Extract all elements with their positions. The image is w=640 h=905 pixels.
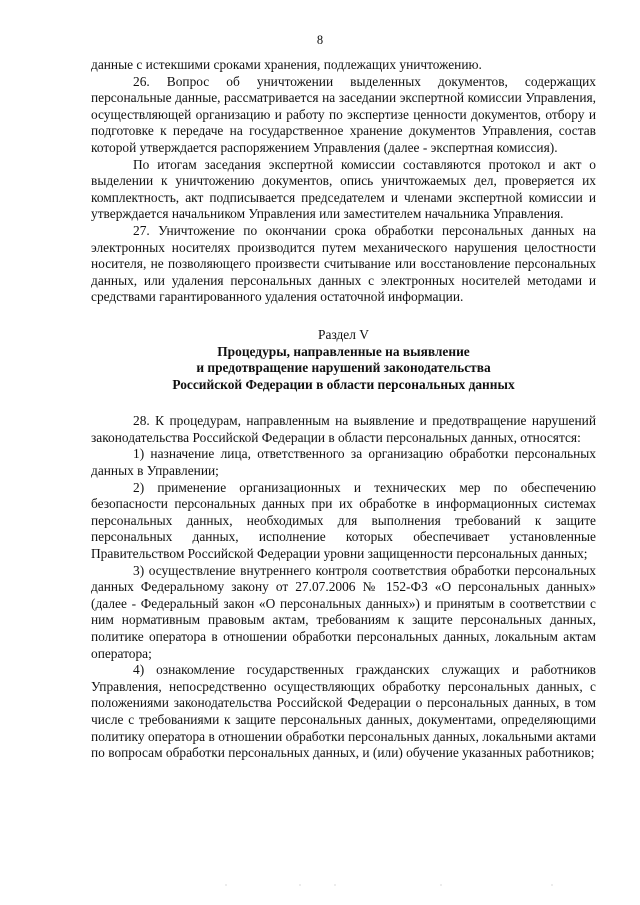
section-title-line: и предотвращение нарушений законодательства — [196, 360, 491, 376]
paragraph-28: 28. К процедурам, направленным на выявление и предотвращение нарушений законодательства Российской Федерации в области персональных данных, относятся: — [91, 413, 596, 445]
section-number: Раздел V — [318, 326, 369, 342]
paragraph-26-protocol: По итогам заседания экспертной комиссии составляются протокол и акт о выделении к уничтожению документов, опись уничтожаемых дел, проверяется их комплектность, акт подписывается председателем и членами экспертной комиссии и утверждается начальником Управления или заместителем начальника Управления. — [91, 156, 596, 222]
page-number: 8 — [316, 33, 324, 47]
section-title-line: Процедуры, направленные на выявление — [217, 343, 470, 359]
list-item-4: 4) ознакомление государственных гражданских служащих и работников Управления, непосредственно осуществляющих обработку персональных данных, с положениями законодательства Российской Федерации о персональных данных, в том числе с требованиями к защите персональных данных, документами, определяющими политику оператора в отношении обработки персональных данных, локальными актами по вопросам обработки персональных данных, и (или) обучение указанных работников; — [91, 662, 596, 761]
document-body — [91, 57, 596, 762]
section-title-line: Российской Федерации в области персональных данных — [172, 376, 515, 392]
scan-artifacts — [0, 880, 640, 890]
list-item-1: 1) назначение лица, ответственного за организацию обработки персональных данных в Управлении; — [91, 446, 596, 479]
list-item-3: 3) осуществление внутреннего контроля соответствия обработки персональных данных Федеральному закону от 27.07.2006 № 152-ФЗ «О персональных данных» (далее - Федеральный закон «О персональных данных») и принятым в соответствии с ним нормативным правовым актам, требованиям к защите персональных данных, политике оператора в отношении обработки персональных данных, локальным актам оператора; — [91, 562, 596, 661]
paragraph-27: 27. Уничтожение по окончании срока обработки персональных данных на электронных носителях производится путем механического нарушения целостности носителя, не позволяющего произвести считывание или восстановление персональных данных, или удаления персональных данных с электронных носителей методами и средствами гарантированного удаления остаточной информации. — [91, 222, 596, 305]
paragraph-26: 26. Вопрос об уничтожении выделенных документов, содержащих персональные данные, рассматривается на заседании экспертной комиссии Управления, осуществляющей организацию и работу по экспертизе ценности документов, отбору и подготовке к передаче на государственное хранение документов Управления, состав которой утверждается распоряжением Управления (далее - экспертная комиссия). — [91, 73, 596, 155]
paragraph-continuation: данные с истекшими сроками хранения, подлежащих уничтожению. — [91, 57, 482, 72]
list-item-2: 2) применение организационных и технических мер по обеспечению безопасности персональных данных при их обработке в информационных системах персональных данных, необходимых для выполнения требований к защите персональных данных, исполнение которых обеспечивает установленные Правительством Российской Федерации уровни защищенности персональных данных; — [91, 479, 596, 562]
section-title — [91, 344, 596, 394]
